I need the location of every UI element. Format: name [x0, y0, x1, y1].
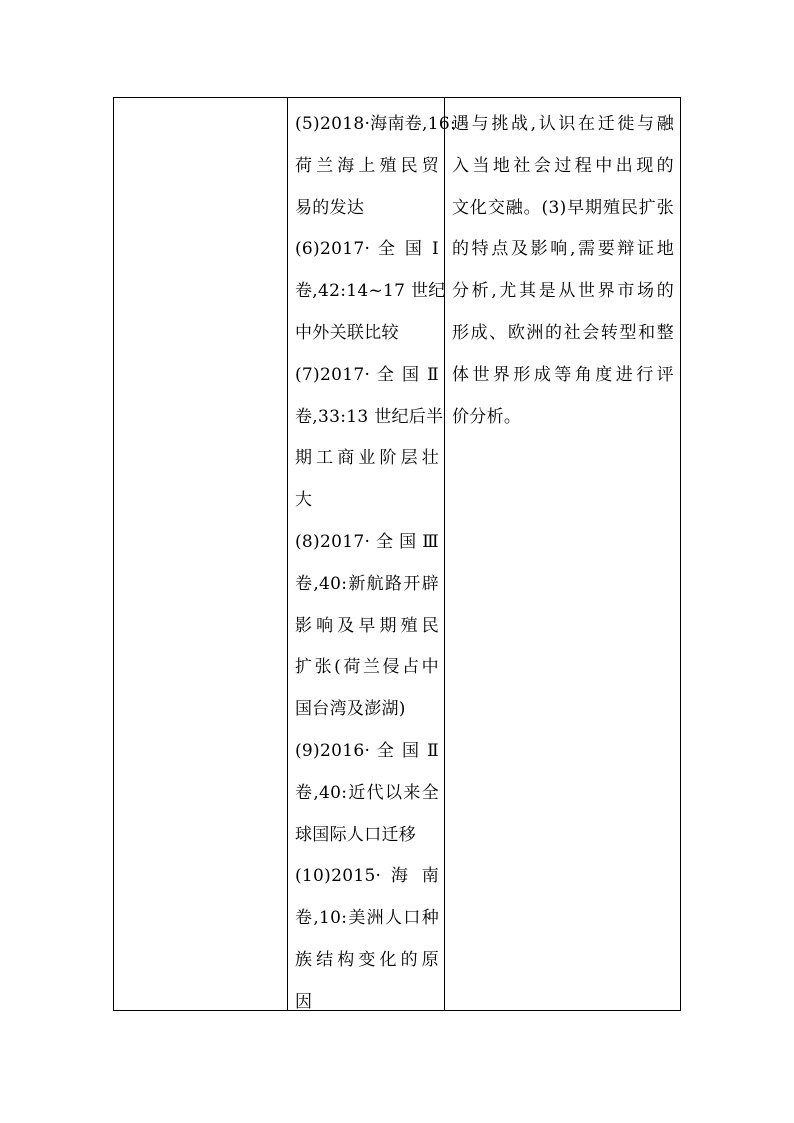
content-table [113, 97, 681, 1011]
exam-line: 荷兰海上殖民贸 [295, 155, 439, 176]
exam-line: 中外关联比较 [295, 322, 399, 343]
exam-line: (5)2018·海南卷,16: [295, 114, 457, 134]
analysis-line: 体世界形成等角度进行评 [452, 364, 674, 385]
exam-line: 卷,42:14~17 世纪 [295, 281, 446, 302]
exam-line: 卷,40:新航路开辟 [295, 573, 439, 594]
analysis-line: 价分析。 [452, 406, 522, 427]
exam-line: 期工商业阶层壮 [295, 448, 439, 469]
exam-line: 因 [295, 991, 313, 1012]
analysis-line: 形成、欧洲的社会转型和整 [452, 322, 674, 343]
exam-line: 卷,33:13 世纪后半 [295, 406, 444, 427]
exam-line: (7)2017· 全 国 Ⅱ [295, 364, 439, 385]
analysis-line: 遇与挑战,认识在迁徙与融 [452, 114, 674, 134]
exam-line: 扩张(荷兰侵占中 [295, 657, 439, 678]
exam-line: 大 [295, 490, 313, 511]
exam-line: 易的发达 [295, 197, 365, 218]
exam-line: 卷,40:近代以来全 [295, 782, 439, 803]
exam-line: (9)2016· 全 国 Ⅱ [295, 740, 439, 761]
exam-line: 球国际人口迁移 [295, 824, 417, 845]
exam-line: (6)2017· 全 国 Ⅰ [295, 239, 439, 260]
table-column-topic [114, 98, 288, 1010]
exam-line: (8)2017· 全 国 Ⅲ [295, 531, 439, 552]
exam-line: 影响及早期殖民 [295, 615, 439, 636]
analysis-line: 入当地社会过程中出现的 [452, 155, 674, 176]
exam-line: (10)2015· 海 南 [295, 866, 439, 887]
exam-line: 卷,10:美洲人口种 [295, 908, 439, 929]
exam-line: 族结构变化的原 [295, 949, 439, 970]
exam-line: 国台湾及澎湖) [295, 699, 406, 720]
analysis-line: 分析,尤其是从世界市场的 [452, 281, 674, 302]
analysis-line: 的特点及影响,需要辩证地 [452, 239, 674, 260]
table-column-analysis [445, 98, 680, 1010]
table-column-exam-questions [288, 98, 457, 1012]
analysis-line: 文化交融。(3)早期殖民扩张 [452, 197, 674, 218]
